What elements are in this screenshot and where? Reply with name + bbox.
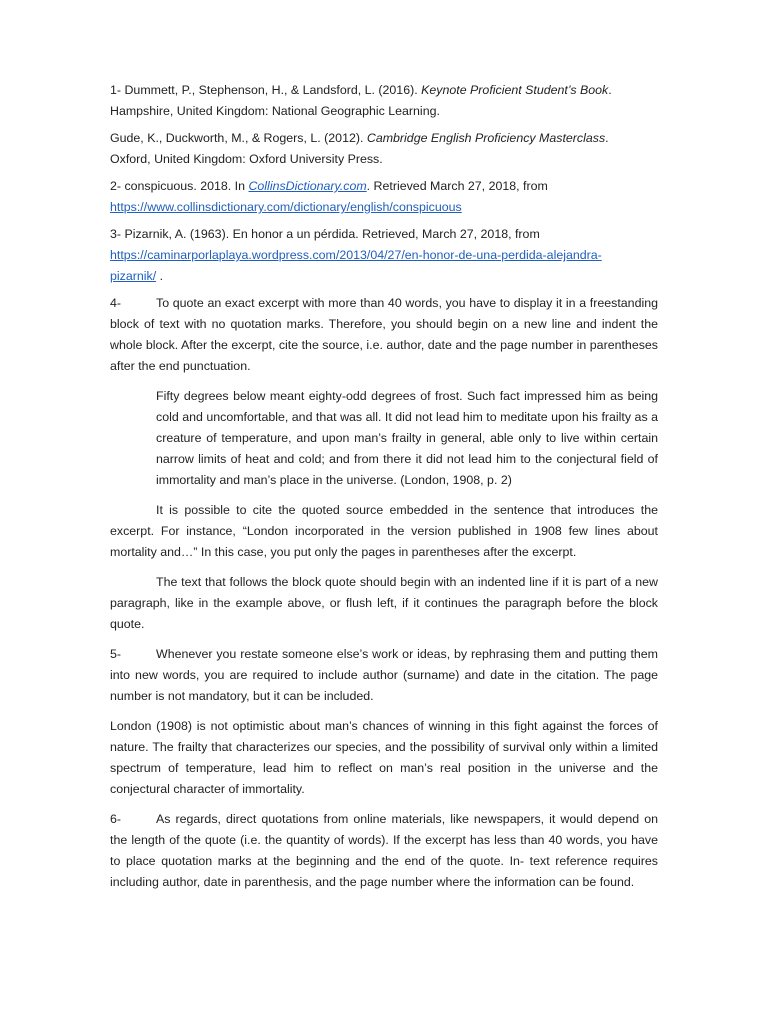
section-5-number: 5- <box>110 647 122 661</box>
section-5-example: London (1908) is not optimistic about man’s chances of winning in this fight against the forces of nature. The frailty that characterizes our species, and the possibility of survival only within a limited spectrum of temperature, lead him to reflect on man’s real position in the universe and the conjectural character of immortality. <box>110 719 658 796</box>
section-4-paragraph-3: The text that follows the block quote should begin with an indented line if it is part of a new paragraph, like in the example above, or flush left, if it continues the paragraph before the block quote. <box>110 575 658 631</box>
reference-1b-authors: Gude, K., Duckworth, M., & Rogers, L. (2012). <box>110 131 364 145</box>
section-4-number: 4- <box>110 296 122 310</box>
reference-2-prefix: 2- conspicuous. 2018. In <box>110 179 246 193</box>
section-5-intro <box>110 644 658 707</box>
reference-1b: Gude, K., Duckworth, M., & Rogers, L. (2012). Cambridge English Proficiency Masterclass. Oxford, United Kingdom: Oxford University Press. <box>110 128 658 170</box>
section-4-paragraph-2: It is possible to cite the quoted source embedded in the sentence that introduces the excerpt. For instance, “London incorporated in the version published in 1908 few lines about mortality and…” In this case, you put only the pages in parentheses after the excerpt. <box>110 503 658 559</box>
reference-1-authors-text: Dummett, P., Stephenson, H., & Landsford, L. (2016). <box>124 83 418 97</box>
reference-1b-title: Cambridge English Proficiency Masterclass <box>366 131 606 145</box>
reference-2 <box>110 176 658 218</box>
reference-2-site-link[interactable]: CollinsDictionary.com <box>248 179 367 193</box>
reference-1-publisher: Hampshire, United Kingdom: National Geographic Learning. <box>110 104 440 118</box>
section-4-text: To quote an exact excerpt with more than 40 words, you have to display it in a freestanding block of text with no quotation marks. Therefore, you should begin on a new line and indent the whole block. After the excerpt, cite the source, i.e. author, date and the page number in parentheses after the end punctuation. <box>110 296 658 373</box>
reference-3-url-link-line2[interactable]: pizarnik/ <box>110 269 157 283</box>
section-6-text: As regards, direct quotations from online materials, like newspapers, it would depend on the length of the quote (i.e. the quantity of words). If the excerpt has less than 40 words, you have to place quotation marks at the beginning and the end of the quote. In- text reference requires including author, date in parenthesis, and the page number where the information can be found. <box>110 812 658 889</box>
section-6-intro <box>110 809 658 893</box>
reference-3-suffix: . <box>156 269 164 283</box>
reference-3-prefix: 3- Pizarnik, A. (1963). En honor a un pérdida. Retrieved, March 27, 2018, from <box>110 227 540 241</box>
reference-3-url-link-line1[interactable]: https://caminarporlaplaya.wordpress.com/2013/04/27/en-honor-de-una-perdida-alejandra- <box>110 248 602 262</box>
reference-1b-publisher: Oxford, United Kingdom: Oxford University Press. <box>110 152 383 166</box>
reference-1-title: Keynote Proficient Student’s Book <box>421 83 609 97</box>
section-5-text: Whenever you restate someone else’s work or ideas, by rephrasing them and putting them into new words, you are required to include author (surname) and date in the citation. The page number is not mandatory, but it can be included. <box>110 647 658 703</box>
block-quote: Fifty degrees below meant eighty-odd degrees of frost. Such fact impressed him as being cold and uncomfortable, and that was all. It did not lead him to meditate upon his frailty as a creature of temperature, and upon man’s frailty in general, able only to live within certain narrow limits of heat and cold; and from there it did not lead him to the conjectural field of immortality and man’s place in the universe. (London, 1908, p. 2) <box>156 389 658 487</box>
reference-1-authors: 1- <box>110 83 122 97</box>
section-6-number: 6- <box>110 812 122 826</box>
reference-2-retrieved: . Retrieved March 27, 2018, from <box>366 179 548 193</box>
reference-2-url-link[interactable]: https://www.collinsdictionary.com/dictionary/english/conspicuous <box>110 200 462 214</box>
document-page <box>110 80 658 902</box>
reference-3 <box>110 224 658 287</box>
section-4-intro <box>110 293 658 377</box>
reference-1: 1- Dummett, P., Stephenson, H., & Landsford, L. (2016). Keynote Proficient Student’s Book. Hampshire, United Kingdom: National Geographic Learning. <box>110 80 658 122</box>
